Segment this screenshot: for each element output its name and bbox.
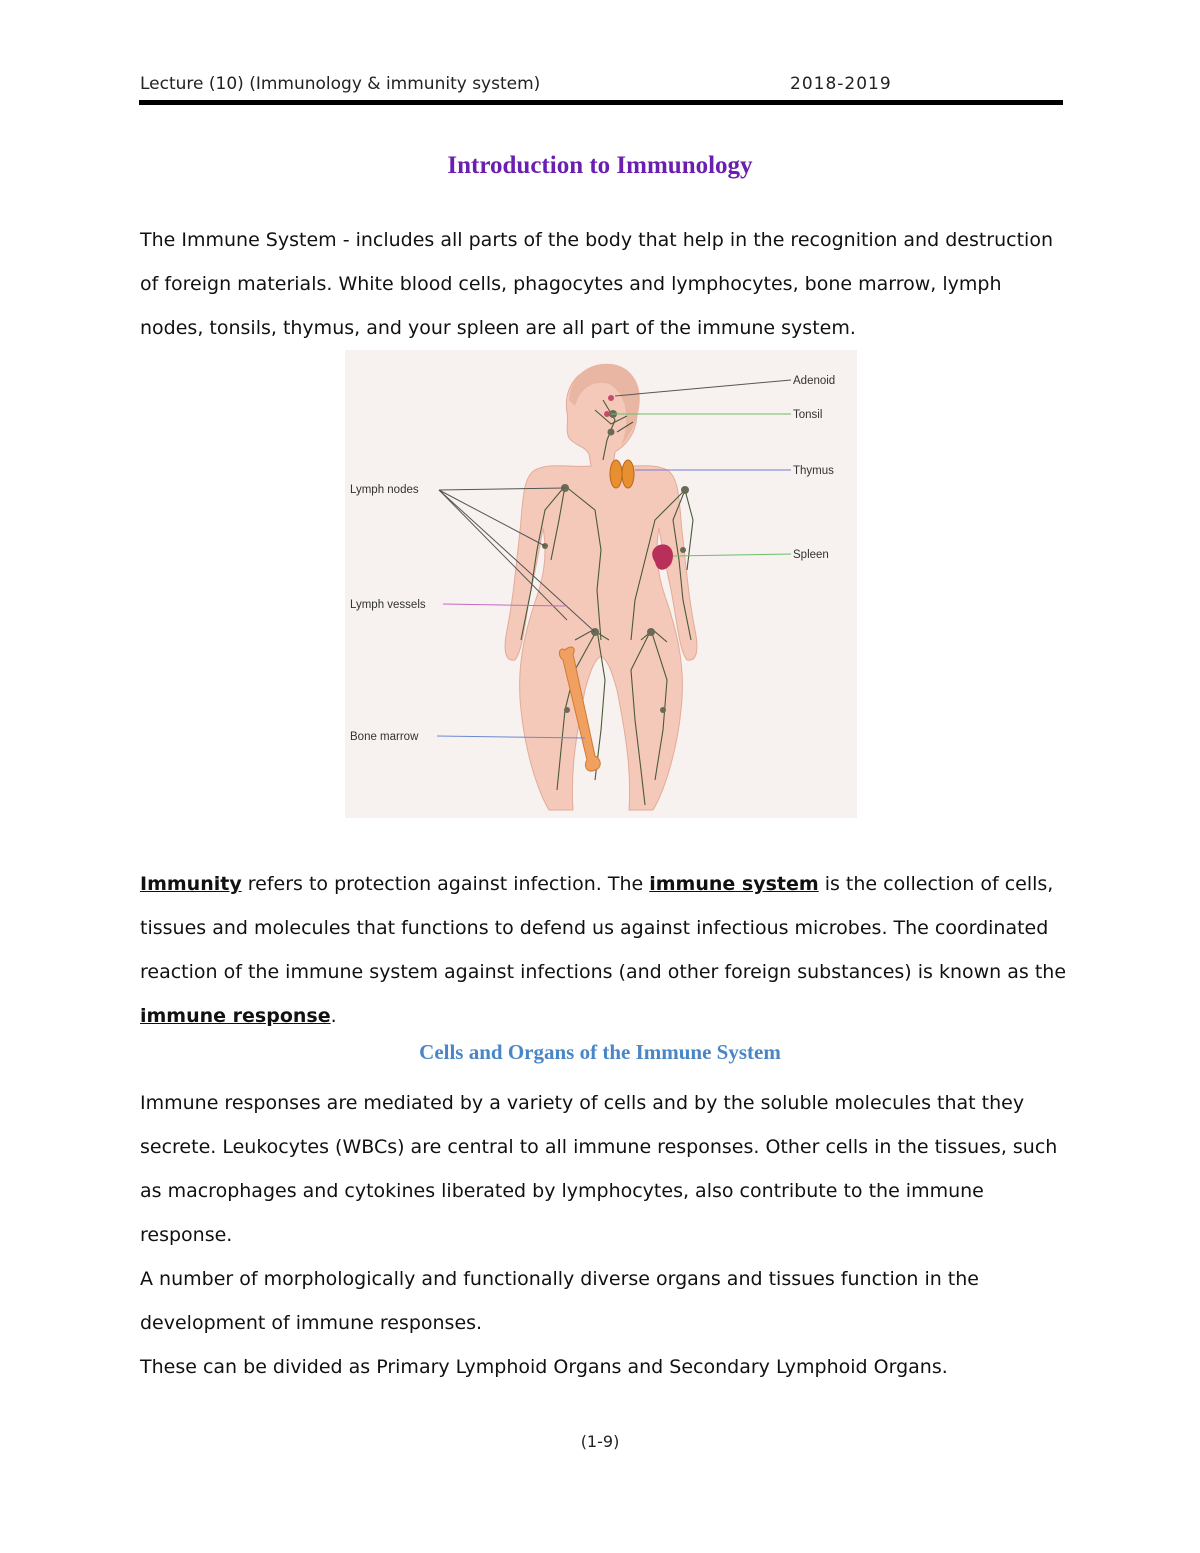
- label-tonsil: Tonsil: [793, 409, 823, 421]
- label-lymph-vessels: Lymph vessels: [350, 599, 426, 611]
- header-lecture-title: Lecture (10) (Immunology & immunity system): [140, 74, 541, 94]
- immune-system-diagram: [345, 350, 857, 818]
- term-immune-response: immune response: [140, 1005, 331, 1027]
- tonsil-marker: [604, 411, 610, 417]
- header-academic-year: 2018-2019: [790, 74, 892, 94]
- adenoid-marker: [608, 395, 614, 401]
- label-bone-marrow: Bone marrow: [350, 731, 419, 743]
- header-rule: [139, 100, 1063, 105]
- page-title: Introduction to Immunology: [447, 152, 753, 179]
- page-number: (1-9): [580, 1432, 620, 1451]
- immunity-text-2: is the collection of cells, tissues and molecules that functions to defend us against infectious microbes. The coordinated reaction of the immune system against infections (and other foreign substances) is known as the: [140, 873, 1067, 983]
- cells-paragraph-3: These can be divided as Primary Lymphoid Organs and Secondary Lymphoid Organs.: [140, 1356, 948, 1378]
- cells-paragraph-2: A number of morphologically and functionally diverse organs and tissues function in the development of immune responses.: [140, 1268, 979, 1334]
- cells-organs-section: [140, 1081, 1070, 1389]
- cells-paragraph-1: Immune responses are mediated by a variety of cells and by the soluble molecules that they secrete. Leukocytes (WBCs) are central to all immune responses. Other cells in the tissues, such as macrophages and cytokines liberated by lymphocytes, also contribute to the immune response.: [140, 1092, 1058, 1246]
- immunity-text-3: .: [330, 1005, 337, 1027]
- label-thymus: Thymus: [793, 465, 834, 477]
- section-heading: Cells and Organs of the Immune System: [419, 1040, 781, 1064]
- label-spleen: Spleen: [793, 549, 829, 561]
- immunity-paragraph: [140, 862, 1070, 1038]
- immunity-text-1: refers to protection against infection. The: [241, 873, 650, 895]
- running-header: [140, 74, 1062, 98]
- label-adenoid: Adenoid: [793, 375, 836, 387]
- label-lymph-nodes: Lymph nodes: [350, 484, 419, 496]
- term-immunity: Immunity: [140, 873, 242, 895]
- term-immune-system: immune system: [649, 873, 819, 895]
- intro-paragraph: The Immune System - includes all parts of the body that help in the recognition and destruction of foreign materials. White blood cells, phagocytes and lymphocytes, bone marrow, lymph nodes, tonsils, thymus, and your spleen are all part of the immune system.: [140, 229, 1053, 339]
